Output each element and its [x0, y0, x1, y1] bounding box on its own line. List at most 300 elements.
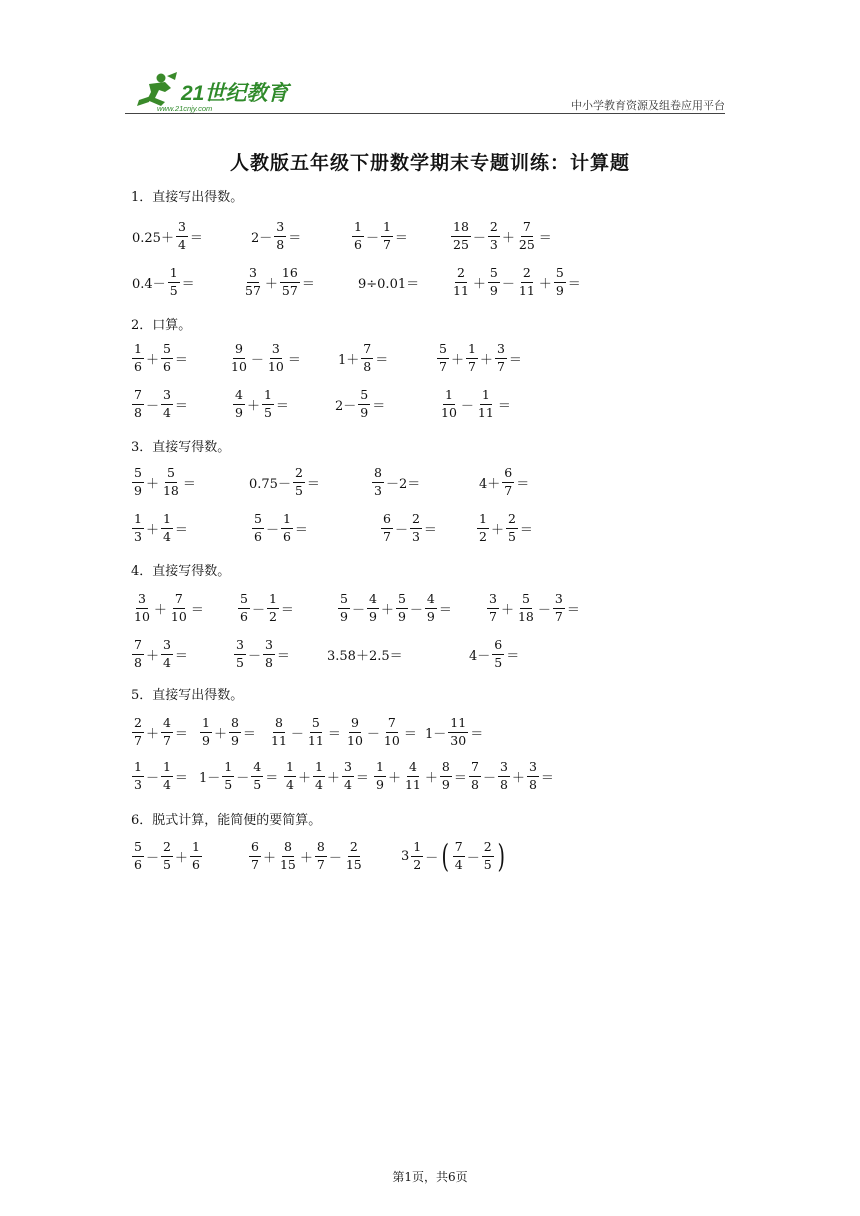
fraction — [229, 717, 241, 747]
fraction — [451, 267, 471, 297]
numerator: 5 — [161, 343, 173, 359]
numerator: 5 — [132, 467, 144, 483]
fraction — [132, 343, 144, 373]
math-expression — [436, 338, 523, 378]
numerator: 1 — [374, 761, 386, 777]
operator-text: 2－ — [335, 398, 357, 414]
numerator: 1 — [222, 761, 234, 777]
denominator: 5 — [236, 654, 244, 670]
numerator: 7 — [453, 841, 465, 857]
denominator: 7 — [489, 608, 497, 624]
numerator: 3 — [527, 761, 539, 777]
math-expression — [337, 338, 389, 378]
denominator: 9 — [489, 282, 498, 298]
math-expression — [334, 384, 386, 424]
denominator: 57 — [245, 282, 261, 298]
denominator: 7 — [383, 528, 391, 544]
numerator: 7 — [173, 593, 185, 609]
math-expression — [250, 216, 302, 256]
denominator: 3 — [374, 482, 382, 498]
numerator: 6 — [492, 639, 504, 655]
fraction — [263, 639, 275, 669]
numerator: 1 — [200, 717, 212, 733]
numerator: 5 — [520, 593, 532, 609]
fraction — [278, 841, 298, 871]
fraction — [361, 343, 373, 373]
denominator: 25 — [518, 236, 535, 252]
denominator: 10 — [231, 358, 247, 374]
fraction — [269, 717, 289, 747]
denominator: 3 — [411, 528, 420, 544]
numerator: 3 — [342, 761, 354, 777]
numerator: 4 — [161, 717, 173, 733]
numerator: 9 — [349, 717, 361, 733]
operator-text: ＝ — [394, 230, 408, 246]
section-heading: 4．直接写得数。 — [131, 564, 231, 579]
denominator: 8 — [264, 654, 273, 670]
denominator: 9 — [340, 608, 348, 624]
operator-text: － — [328, 850, 342, 866]
operator-text: ＝ — [470, 726, 484, 742]
denominator: 6 — [254, 528, 262, 544]
numerator: 3 — [553, 593, 565, 609]
operator-text: －2＝ — [385, 476, 421, 492]
numerator: 1 — [480, 389, 492, 405]
numerator: 8 — [372, 467, 384, 483]
operator-text: ＝ — [189, 230, 203, 246]
math-expression — [478, 462, 530, 502]
operator-text: － — [251, 602, 265, 618]
section-heading: 3．直接写得数。 — [131, 440, 231, 455]
denominator: 9 — [202, 732, 210, 748]
math-expression — [232, 384, 290, 424]
numerator: 3 — [176, 221, 188, 237]
numerator: 11 — [448, 717, 468, 733]
numerator: 2 — [161, 841, 173, 857]
numerator: 3 — [498, 761, 510, 777]
denominator: 8 — [363, 358, 372, 374]
operator-text: － — [460, 398, 474, 414]
operator-text: ＝ — [453, 770, 467, 786]
math-expression — [131, 384, 189, 424]
math-expression — [237, 588, 295, 628]
numerator: 2 — [348, 841, 360, 857]
section-heading: 6．脱式计算，能简便的要简算。 — [131, 813, 322, 828]
operator-text: ＝ — [276, 648, 290, 664]
svg-text:21世纪教育: 21世纪教育 — [181, 82, 289, 105]
denominator: 9 — [441, 776, 450, 792]
site-logo — [125, 70, 295, 115]
numerator: 6 — [381, 513, 393, 529]
header-platform-text: 中小学教育资源及组卷应用平台 — [571, 99, 725, 112]
numerator: 5 — [488, 267, 500, 283]
operator-text: 0.75－ — [249, 476, 291, 492]
numerator: 6 — [249, 841, 261, 857]
fraction — [249, 841, 261, 871]
fraction — [553, 593, 565, 623]
fraction — [132, 513, 144, 543]
math-expression — [371, 462, 421, 502]
numerator: 3 — [247, 267, 259, 283]
denominator: 10 — [383, 732, 400, 748]
fraction — [466, 343, 478, 373]
operator-text: ＋ — [450, 352, 464, 368]
numerator: 8 — [440, 761, 452, 777]
fraction — [425, 593, 437, 623]
denominator: 10 — [170, 608, 187, 624]
denominator: 5 — [253, 776, 262, 792]
fraction — [176, 221, 188, 251]
operator-text: ＝ — [403, 726, 417, 742]
operator-text: ＋ — [501, 230, 515, 246]
denominator: 7 — [162, 732, 171, 748]
numerator: 1 — [132, 761, 144, 777]
math-expression — [450, 216, 553, 256]
fraction — [437, 343, 449, 373]
denominator: 8 — [499, 776, 508, 792]
denominator: 5 — [169, 282, 178, 298]
operator-text: 3.58＋2.5＝ — [327, 648, 403, 664]
fraction — [262, 389, 274, 419]
denominator: 4 — [162, 776, 171, 792]
operator-text: ＝ — [519, 522, 533, 538]
operator-text: ＝ — [174, 522, 188, 538]
math-expression — [131, 216, 204, 256]
math-expression — [131, 634, 189, 674]
math-expression — [400, 836, 507, 876]
denominator: 7 — [382, 236, 391, 252]
fraction — [342, 761, 354, 791]
math-expression — [251, 508, 309, 548]
denominator: 3 — [489, 236, 498, 252]
numerator: 1 — [381, 221, 393, 237]
operator-text: － — [236, 770, 250, 786]
denominator: 9 — [360, 404, 369, 420]
numerator: 1 — [132, 513, 144, 529]
denominator: 6 — [282, 528, 291, 544]
denominator: 3 — [134, 528, 142, 544]
fraction — [358, 389, 370, 419]
math-expression — [131, 756, 189, 796]
denominator: 6 — [162, 358, 171, 374]
operator-text: ＋ — [262, 850, 276, 866]
denominator: 11 — [404, 776, 421, 792]
fraction — [315, 841, 327, 871]
operator-text: － — [501, 276, 515, 292]
operator-text: ＋ — [145, 476, 159, 492]
operator-text: ＝ — [423, 522, 437, 538]
fraction — [132, 467, 144, 497]
fraction — [374, 761, 386, 791]
fraction — [448, 717, 468, 747]
denominator: 2 — [268, 608, 277, 624]
denominator: 8 — [276, 236, 285, 252]
fraction — [274, 221, 286, 251]
fraction — [132, 717, 144, 747]
operator-text: ＝ — [506, 648, 520, 664]
fraction — [381, 221, 393, 251]
fraction — [453, 841, 465, 871]
operator-text: － — [250, 352, 264, 368]
denominator: 15 — [279, 856, 296, 872]
numerator: 4 — [425, 593, 437, 609]
math-expression — [131, 338, 189, 378]
denominator: 5 — [494, 654, 503, 670]
denominator: 9 — [397, 608, 406, 624]
numerator: 2 — [482, 841, 494, 857]
fraction — [451, 221, 471, 251]
denominator: 7 — [316, 856, 325, 872]
fraction — [352, 221, 364, 251]
denominator: 5 — [224, 776, 233, 792]
denominator: 18 — [162, 482, 179, 498]
fraction — [487, 593, 499, 623]
fraction — [132, 593, 152, 623]
fraction — [396, 593, 408, 623]
denominator: 8 — [134, 404, 142, 420]
fraction — [477, 513, 489, 543]
denominator: 6 — [354, 236, 362, 252]
svg-text:www.21cnjy.com: www.21cnjy.com — [157, 104, 213, 113]
operator-text: － — [466, 850, 480, 866]
operator-text: ＝ — [375, 352, 389, 368]
math-expression — [344, 712, 418, 752]
fraction — [132, 761, 144, 791]
fraction — [132, 841, 144, 871]
denominator: 6 — [240, 608, 248, 624]
fraction — [233, 389, 245, 419]
fraction — [382, 717, 402, 747]
fraction — [229, 343, 249, 373]
fraction — [411, 841, 423, 871]
math-expression — [233, 634, 291, 674]
operator-text: ＝ — [265, 770, 279, 786]
operator-text: 4－ — [469, 648, 491, 664]
numerator: 5 — [252, 513, 264, 529]
fraction — [251, 761, 263, 791]
math-expression — [131, 836, 203, 876]
numerator: 18 — [451, 221, 471, 237]
denominator: 5 — [162, 856, 171, 872]
math-expression — [131, 462, 197, 502]
operator-text: ＝ — [306, 476, 320, 492]
operator-text: ＋ — [500, 602, 514, 618]
denominator: 5 — [294, 482, 303, 498]
math-expression — [450, 262, 582, 302]
denominator: 11 — [477, 404, 494, 420]
operator-text: － — [425, 850, 439, 866]
denominator: 9 — [230, 732, 239, 748]
operator-text: ＝ — [174, 770, 188, 786]
operator-text: ＝ — [355, 770, 369, 786]
operator-text: ＝ — [294, 522, 308, 538]
fraction — [222, 761, 234, 791]
math-expression — [248, 836, 365, 876]
denominator: 4 — [177, 236, 186, 252]
denominator: 18 — [517, 608, 534, 624]
section-heading: 5．直接写出得数。 — [131, 688, 244, 703]
operator-text: ＋ — [213, 726, 227, 742]
operator-text: ＝ — [301, 276, 315, 292]
fraction — [280, 267, 300, 297]
denominator: 8 — [528, 776, 537, 792]
numerator: 1 — [284, 761, 296, 777]
numerator: 7 — [361, 343, 373, 359]
operator-text: ＋ — [153, 602, 167, 618]
denominator: 4 — [162, 528, 171, 544]
fraction — [161, 343, 173, 373]
numerator: 1 — [168, 267, 180, 283]
numerator: 1 — [161, 513, 173, 529]
operator-text: ＝ — [174, 648, 188, 664]
operator-text: ＋ — [490, 522, 504, 538]
numerator: 7 — [132, 639, 144, 655]
denominator: 4 — [162, 404, 171, 420]
fraction — [161, 841, 173, 871]
numerator: 5 — [437, 343, 449, 359]
denominator: 10 — [441, 404, 457, 420]
math-expression — [131, 712, 189, 752]
fraction — [439, 389, 459, 419]
denominator: 4 — [162, 654, 171, 670]
operator-text: ＋ — [299, 850, 313, 866]
denominator: 7 — [439, 358, 447, 374]
numerator: 1 — [190, 841, 202, 857]
fraction — [161, 717, 173, 747]
numerator: 8 — [229, 717, 241, 733]
fraction — [403, 761, 423, 791]
math-expression — [242, 262, 316, 302]
numerator: 5 — [132, 841, 144, 857]
fraction — [367, 593, 379, 623]
denominator: 4 — [286, 776, 294, 792]
numerator: 2 — [293, 467, 305, 483]
operator-text: ＋ — [145, 648, 159, 664]
operator-text: － — [537, 602, 551, 618]
denominator: 7 — [467, 358, 476, 374]
operator-text: ＋ — [424, 770, 438, 786]
fraction — [516, 593, 536, 623]
operator-text: ＋ — [145, 352, 159, 368]
operator-text: ＝ — [288, 230, 302, 246]
fraction — [266, 343, 286, 373]
math-expression — [424, 712, 484, 752]
denominator: 11 — [518, 282, 535, 298]
section-heading: 1．直接写出得数。 — [131, 190, 244, 205]
numerator: 3 — [487, 593, 499, 609]
operator-text: － — [145, 850, 159, 866]
operator-text: － — [145, 398, 159, 414]
denominator: 4 — [343, 776, 352, 792]
section-heading: 2．口算。 — [131, 318, 192, 333]
numerator: 7 — [132, 389, 144, 405]
operator-text: ＋ — [326, 770, 340, 786]
operator-text: ＝ — [174, 352, 188, 368]
fraction — [267, 593, 279, 623]
denominator: 8 — [134, 654, 142, 670]
fraction — [476, 389, 496, 419]
operator-text: － — [366, 726, 380, 742]
operator-text: 0.25＋ — [132, 230, 174, 246]
fraction — [161, 513, 173, 543]
math-expression — [248, 462, 321, 502]
denominator: 9 — [555, 282, 564, 298]
denominator: 3 — [134, 776, 142, 792]
numerator: 1 — [267, 593, 279, 609]
denominator: 8 — [471, 776, 479, 792]
operator-text: ＝ — [287, 352, 301, 368]
numerator: 3 — [234, 639, 246, 655]
page-header — [125, 70, 725, 115]
fraction — [381, 513, 393, 543]
numerator: 2 — [455, 267, 467, 283]
fraction — [161, 761, 173, 791]
denominator: 6 — [191, 856, 200, 872]
denominator: 7 — [496, 358, 505, 374]
operator-text: ＋ — [538, 276, 552, 292]
fraction — [498, 761, 510, 791]
operator-text: ＝ — [174, 726, 188, 742]
fraction — [234, 639, 246, 669]
numerator: 3 — [495, 343, 507, 359]
operator-text: ＋ — [472, 276, 486, 292]
denominator: 11 — [307, 732, 324, 748]
fraction — [132, 639, 144, 669]
numerator: 9 — [233, 343, 245, 359]
denominator: 15 — [345, 856, 362, 872]
numerator: 4 — [367, 593, 379, 609]
numerator: 1 — [352, 221, 364, 237]
operator-text: 2－ — [251, 230, 273, 246]
numerator: 1 — [281, 513, 293, 529]
math-expression — [131, 262, 196, 302]
math-expression — [228, 338, 302, 378]
fraction — [284, 761, 296, 791]
fraction — [469, 761, 481, 791]
math-expression — [198, 756, 279, 796]
numerator: 5 — [238, 593, 250, 609]
operator-text: 0.4－ — [132, 276, 166, 292]
fraction — [440, 761, 452, 791]
math-expression — [337, 588, 453, 628]
fraction — [161, 389, 173, 419]
operator-text: ＋ — [511, 770, 525, 786]
page-title: 人教版五年级下册数学期末专题训练：计算题 — [229, 152, 630, 174]
numerator: 3 — [274, 221, 286, 237]
operator-text: ＝ — [327, 726, 341, 742]
fraction — [488, 267, 500, 297]
operator-text: － — [409, 602, 423, 618]
fraction — [200, 717, 212, 747]
operator-text: ＝ — [438, 602, 452, 618]
numerator: 1 — [262, 389, 274, 405]
operator-text: ＝ — [566, 602, 580, 618]
numerator: 3 — [136, 593, 148, 609]
denominator: 5 — [483, 856, 492, 872]
numerator: 8 — [282, 841, 294, 857]
denominator: 9 — [235, 404, 243, 420]
fraction — [190, 841, 202, 871]
denominator: 2 — [479, 528, 487, 544]
operator-text: － — [247, 648, 261, 664]
fraction — [527, 761, 539, 791]
numerator: 5 — [165, 467, 177, 483]
right-paren: ) — [497, 837, 505, 875]
operator-text: ＝ — [190, 602, 204, 618]
numerator: 2 — [132, 717, 144, 733]
numerator: 1 — [466, 343, 478, 359]
operator-text: － — [482, 770, 496, 786]
